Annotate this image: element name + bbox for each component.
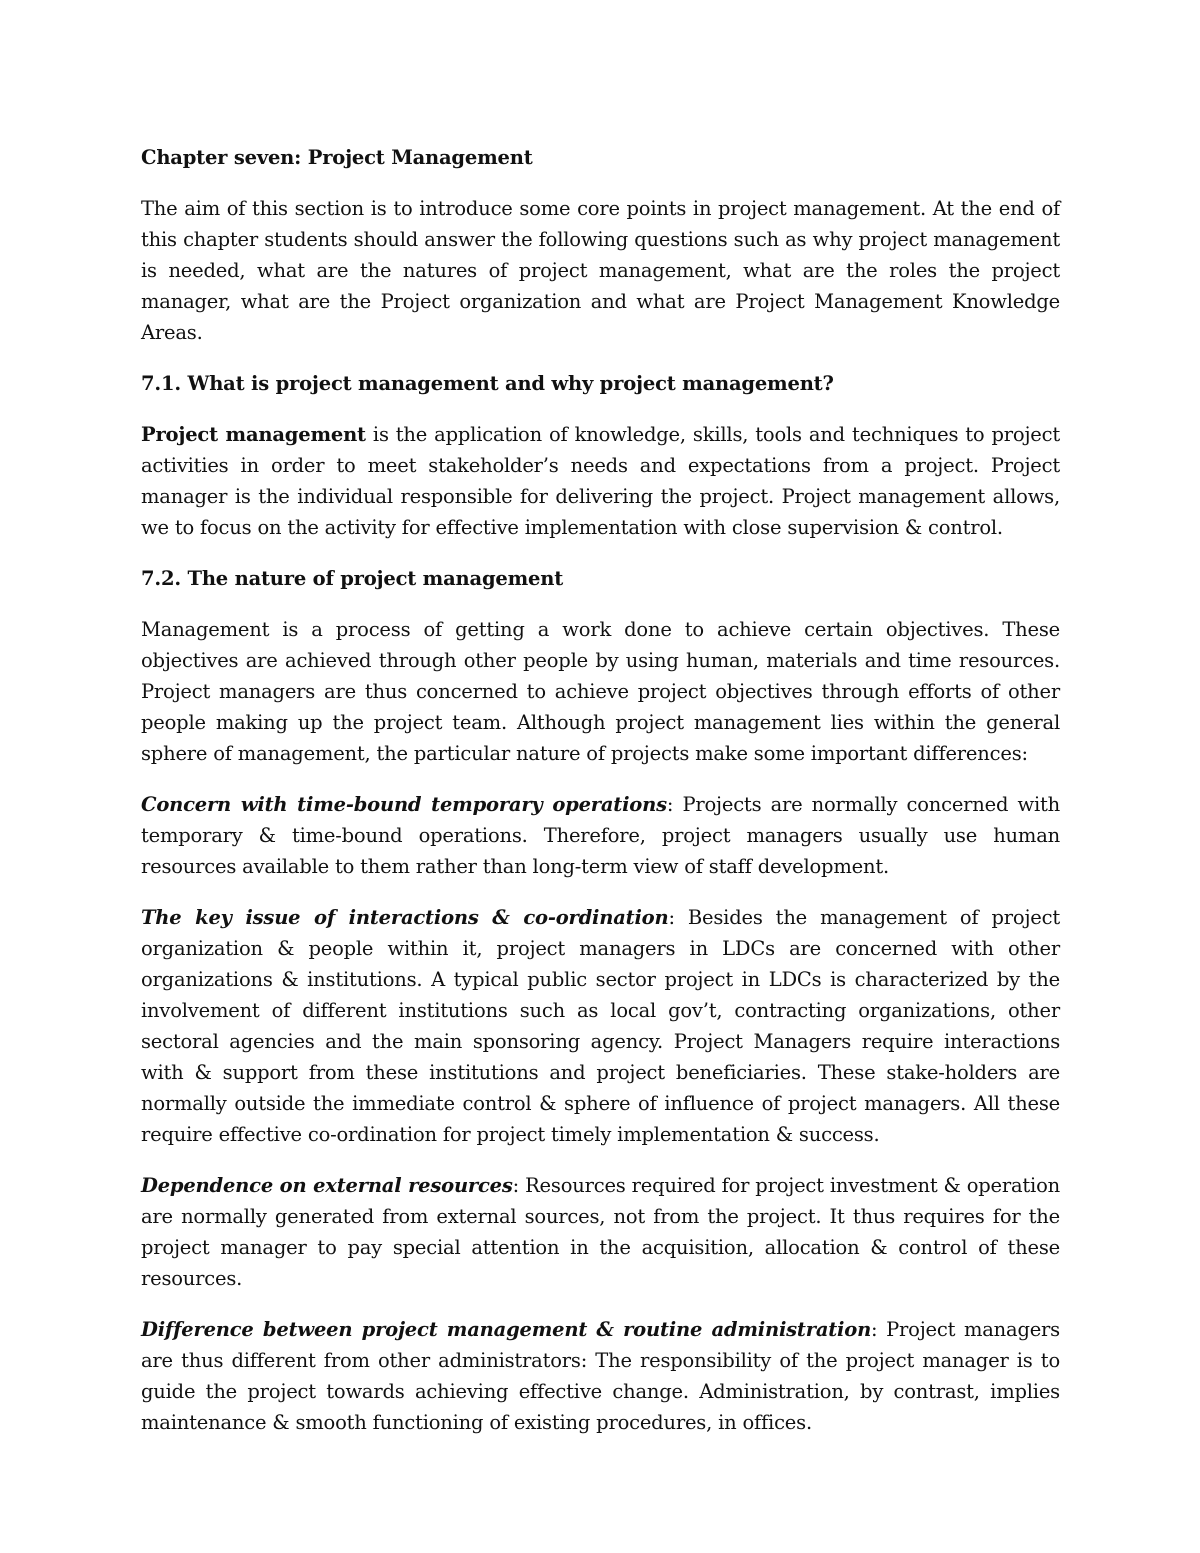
point-term: Dependence on external resources bbox=[141, 1174, 513, 1197]
point-body: : Besides the management of project organization & people within it, project managers in LDCs are concerned with other organizations & institutions. A typical public sector project in LDCs is characterized by the involvement of different institutions such as local gov’t, contracting organizations, other sectoral agencies and the main sponsoring agency. Project Managers require interactions with & support from these institutions and project beneficiaries. These stake-holders are normally outside the immediate control & sphere of influence of project managers. All these require effective co-ordination for project timely implementation & success. bbox=[141, 906, 1060, 1146]
chapter-title: Chapter seven: Project Management bbox=[141, 146, 533, 169]
section-7-2-heading: 7.2. The nature of project management bbox=[141, 567, 564, 590]
point-routine-administration bbox=[141, 1314, 1060, 1438]
point-term: Difference between project management & routine administration bbox=[141, 1318, 872, 1341]
point-body: : Project managers are thus different from other administrators: The responsibility of the project manager is to guide the project towards achieving effective change. Administration, by contrast, implies maintenance & smooth functioning of existing procedures, in offices. bbox=[141, 1318, 1060, 1434]
section-7-1-paragraph bbox=[141, 419, 1060, 543]
document-page bbox=[141, 142, 1060, 1458]
section-7-1-heading: 7.1. What is project management and why project management? bbox=[141, 372, 834, 395]
section-7-1-body: is the application of knowledge, skills, tools and techniques to project activities in order to meet stakeholder’s needs and expectations from a project. Project manager is the individual responsible for delivering the project. Project management allows, we to focus on the activity for effective implementation with close supervision & control. bbox=[141, 423, 1060, 539]
point-interactions bbox=[141, 902, 1060, 1150]
project-management-term: Project management bbox=[141, 423, 366, 446]
point-term: The key issue of interactions & co-ordination bbox=[141, 906, 669, 929]
point-body: : Projects are normally concerned with temporary & time-bound operations. Therefore, project managers usually use human resources available to them rather than long-term view of staff development. bbox=[141, 793, 1060, 878]
section-7-2-intro: Management is a process of getting a work done to achieve certain objectives. These objectives are achieved through other people by using human, materials and time resources. Project managers are thus concerned to achieve project objectives through efforts of other people making up the project team. Although project management lies within the general sphere of management, the particular nature of projects make some important differences: bbox=[141, 618, 1060, 765]
point-external-resources bbox=[141, 1170, 1060, 1294]
intro-paragraph: The aim of this section is to introduce some core points in project management. At the end of this chapter students should answer the following questions such as why project management is needed, what are the natures of project management, what are the roles the project manager, what are the Project organization and what are Project Management Knowledge Areas. bbox=[141, 197, 1060, 344]
point-time-bound bbox=[141, 789, 1060, 882]
point-term: Concern with time-bound temporary operations bbox=[141, 793, 667, 816]
point-body: : Resources required for project investment & operation are normally generated from external sources, not from the project. It thus requires for the project manager to pay special attention in the acquisition, allocation & control of these resources. bbox=[141, 1174, 1060, 1290]
